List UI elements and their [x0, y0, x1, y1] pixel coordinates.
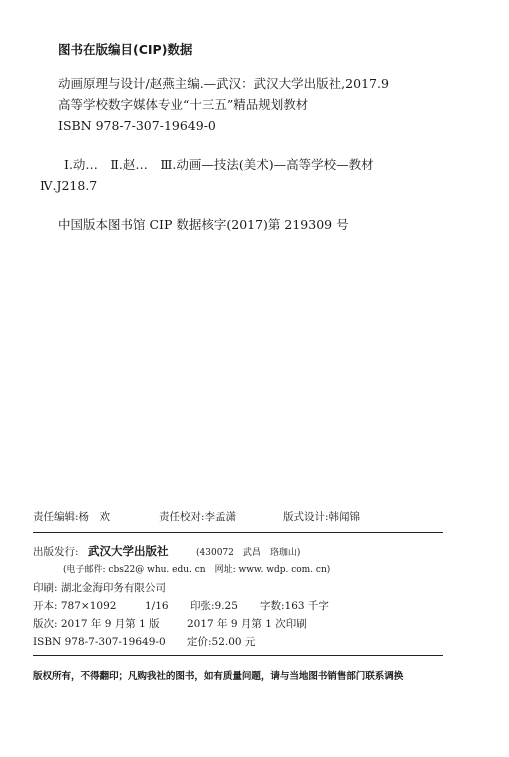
divider-bottom: [33, 655, 443, 656]
isbn: ISBN 978-7-307-19649-0: [33, 636, 166, 648]
responsible-proofreader: 责任校对:李孟潇: [159, 511, 237, 523]
publisher-label: 出版发行:: [33, 546, 79, 558]
cip-classification-line: Ⅳ.J218.7: [40, 178, 98, 193]
cip-title-line: 动画原理与设计/赵燕主编.—武汉：武汉大学出版社,2017.9: [58, 76, 389, 91]
book-format: 开本: 787×1092: [33, 600, 117, 612]
publisher-name: 武汉大学出版社: [88, 544, 169, 558]
responsible-editor: 责任编辑:杨 欢: [33, 511, 111, 523]
word-count: 字数:163 千字: [260, 600, 329, 612]
printer: 印刷: 湖北金海印务有限公司: [33, 582, 166, 594]
cip-series-line: 高等学校数字媒体专业“十三五”精品规划教材: [58, 97, 309, 112]
divider-top: [33, 532, 443, 533]
publisher-contact: (电子邮件: cbs22@ whu. edu. cn 网址: www. wdp. com. cn): [63, 565, 331, 575]
book-fold: 1/16: [145, 600, 169, 612]
cip-heading: 图书在版编目(CIP)数据: [58, 42, 193, 57]
cip-isbn-line: ISBN 978-7-307-19649-0: [58, 118, 216, 133]
publisher-address: (430072 武昌 珞珈山): [196, 548, 301, 558]
printing-sheets: 印张:9.25: [190, 600, 238, 612]
edition: 版次: 2017 年 9 月第 1 版: [33, 618, 160, 630]
cip-record-number: 中国版本图书馆 CIP 数据核字(2017)第 219309 号: [58, 217, 349, 232]
cip-subject-line: Ⅰ.动… Ⅱ.赵… Ⅲ.动画—技法(美术)—高等学校—教材: [64, 157, 374, 172]
layout-designer: 版式设计:韩闻锦: [283, 511, 361, 523]
price: 定价:52.00 元: [187, 636, 256, 648]
printing-run: 2017 年 9 月第 1 次印刷: [187, 618, 307, 630]
copyright-notice: 版权所有，不得翻印；凡购我社的图书，如有质量问题，请与当地图书销售部门联系调换: [33, 671, 404, 682]
